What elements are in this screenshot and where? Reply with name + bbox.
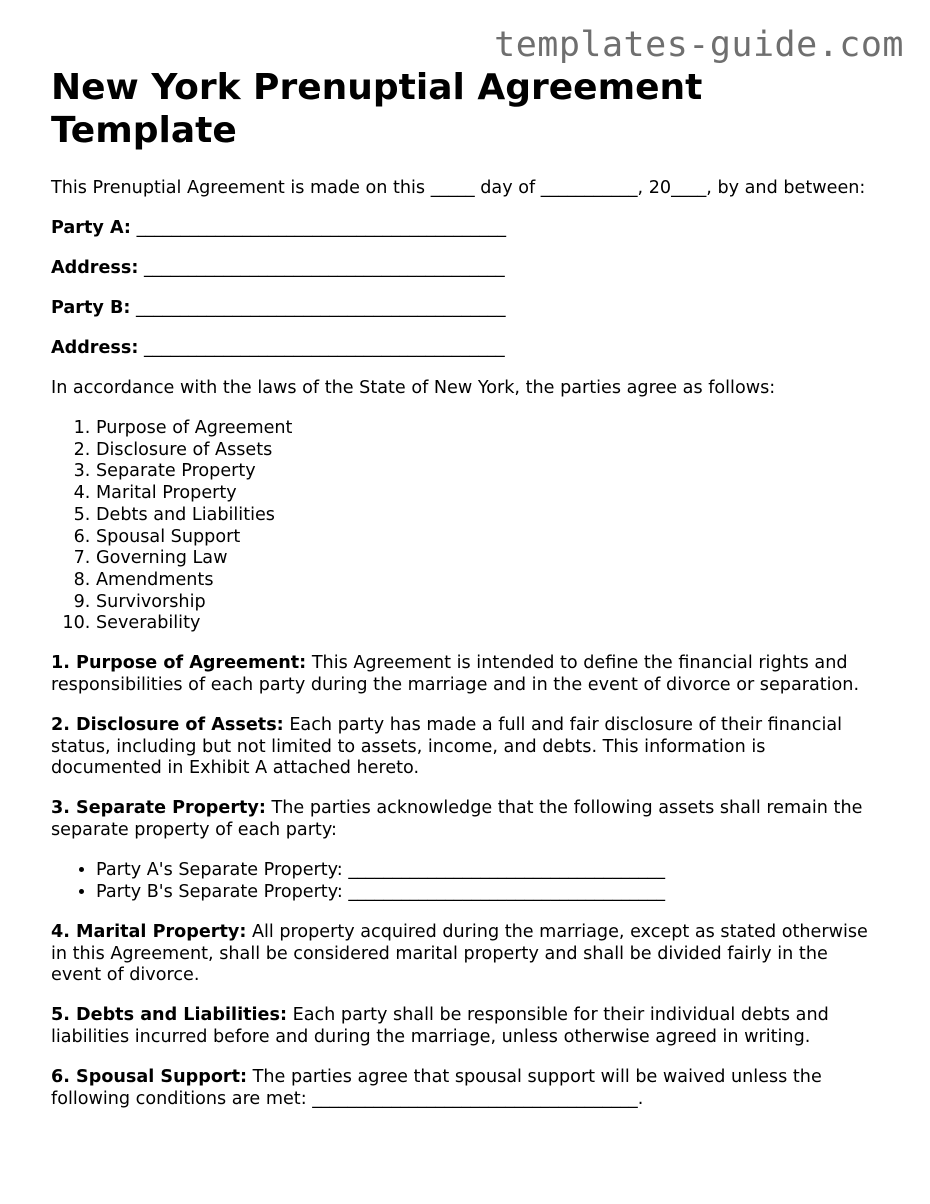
toc-item: 1. Purpose of Agreement xyxy=(96,418,881,440)
toc-item: 9. Survivorship xyxy=(96,592,881,614)
toc-item: 7. Governing Law xyxy=(96,548,881,570)
toc-item: 2. Disclosure of Assets xyxy=(96,440,881,462)
party-a-label: Party A: xyxy=(51,218,131,238)
party-a-address-line: _________________________________________ xyxy=(144,258,505,278)
section-support-heading: 6. Spousal Support: xyxy=(51,1066,248,1087)
toc-item: 8. Amendments xyxy=(96,570,881,592)
section-separate-text: The parties acknowledge that the following assets shall remain the separate property of each party: xyxy=(51,798,863,841)
section-purpose xyxy=(51,653,881,696)
section-marital-heading: 4. Marital Property: xyxy=(51,921,247,942)
section-disclosure-text: Each party has made a full and fair disclosure of their financial status, including but not limited to assets, income, and debts. This information is documented in Exhibit A attached hereto. xyxy=(51,715,843,779)
party-a-address-label: Address: xyxy=(51,258,139,278)
document-title: New York Prenuptial Agreement Template xyxy=(51,67,703,151)
section-support-text: The parties agree that spousal support will be waived unless the following conditions are met: _____________________________________. xyxy=(51,1066,822,1109)
party-b-address-field xyxy=(51,338,881,360)
party-b-label: Party B: xyxy=(51,298,131,318)
party-a-address-field xyxy=(51,258,881,280)
section-separate-heading: 3. Separate Property: xyxy=(51,798,266,819)
section-debts-text: Each party shall be responsible for their individual debts and liabilities incurred before and during the marriage, unless otherwise agreed in writing. xyxy=(51,1005,829,1047)
separate-property-item: • Party A's Separate Property: ____________________________________ xyxy=(96,860,881,882)
section-purpose-heading: 1. Purpose of Agreement: xyxy=(51,653,307,674)
watermark: templates-guide.com xyxy=(494,25,904,65)
document-page xyxy=(51,66,881,1129)
toc-item: 10. Severability xyxy=(96,613,881,635)
separate-property-item: • Party B's Separate Property: ____________________________________ xyxy=(96,882,881,904)
toc-item: 3. Separate Property xyxy=(96,461,881,483)
separate-property-list xyxy=(51,860,881,903)
section-debts xyxy=(51,1005,881,1048)
section-disclosure xyxy=(51,715,881,780)
party-b-line: __________________________________________ xyxy=(136,298,506,318)
section-support xyxy=(51,1067,881,1110)
section-debts-heading: 5. Debts and Liabilities: xyxy=(51,1005,287,1026)
section-disclosure-heading: 2. Disclosure of Assets: xyxy=(51,715,284,736)
section-purpose-text: This Agreement is intended to define the financial rights and responsibilities of each party during the marriage and in the event of divorce or separation. xyxy=(51,653,860,696)
party-b-address-line: _________________________________________ xyxy=(144,338,505,358)
section-marital-text: All property acquired during the marriage, except as stated otherwise in this Agreement, shall be considered marital property and shall be divided fairly in the event of divorce. xyxy=(51,921,868,986)
toc-item: 4. Marital Property xyxy=(96,483,881,505)
section-separate xyxy=(51,798,881,841)
party-b-address-label: Address: xyxy=(51,338,139,358)
toc-item: 6. Spousal Support xyxy=(96,527,881,549)
party-a-line: __________________________________________ xyxy=(136,218,507,238)
toc-item: 5. Debts and Liabilities xyxy=(96,505,881,527)
agreement-statement: In accordance with the laws of the State of New York, the parties agree as follows: xyxy=(51,378,776,398)
party-b-field xyxy=(51,298,881,320)
section-marital xyxy=(51,922,881,987)
intro-paragraph: This Prenuptial Agreement is made on this _____ day of ___________, 20____, by and between: xyxy=(51,178,866,198)
table-of-contents xyxy=(51,418,881,635)
party-a-field xyxy=(51,218,881,240)
